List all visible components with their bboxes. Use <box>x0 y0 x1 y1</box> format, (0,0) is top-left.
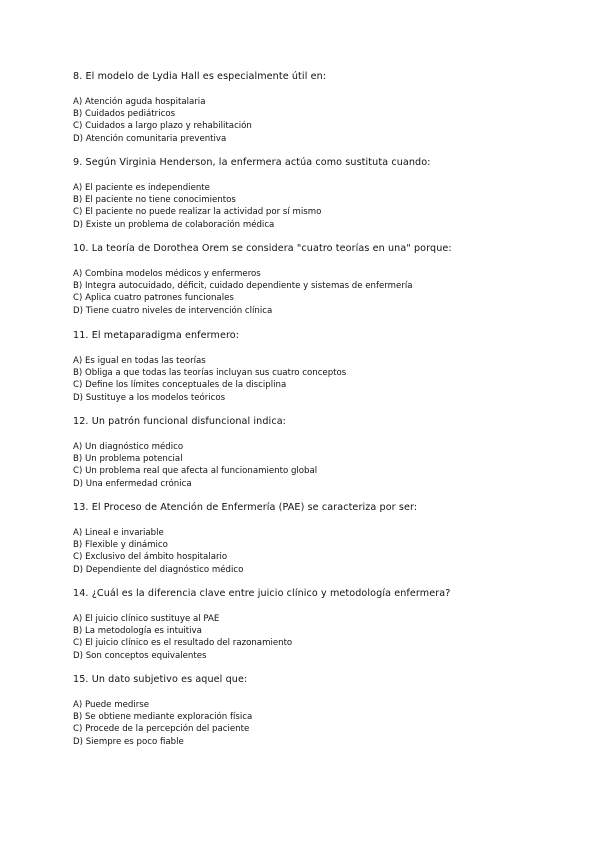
option-b: B) Cuidados pediátricos <box>73 109 176 120</box>
option-d: D) Atención comunitaria preventiva <box>73 133 227 144</box>
option-a: A) Combina modelos médicos y enfermeros <box>73 269 261 279</box>
option-d: D) Sustituye a los modelos teóricos <box>73 392 226 403</box>
option-list <box>73 613 573 662</box>
option-b: B) Se obtiene mediante exploración física <box>73 712 253 723</box>
question-title: 10. La teoría de Dorothea Orem se considera "cuatro teorías en una" porque: <box>73 243 452 254</box>
option-b: B) Integra autocuidado, déficit, cuidado dependiente y sistemas de enfermería <box>73 281 413 292</box>
option-c: C) Define los límites conceptuales de la disciplina <box>73 380 287 391</box>
option-c: C) Cuidados a largo plazo y rehabilitación <box>73 121 252 132</box>
question-9 <box>73 157 573 231</box>
option-c: C) Procede de la percepción del paciente <box>73 724 250 735</box>
option-a: A) Lineal e invariable <box>73 528 164 538</box>
option-d: D) Una enfermedad crónica <box>73 478 192 489</box>
option-d: D) Existe un problema de colaboración médica <box>73 219 275 230</box>
option-b: B) Obliga a que todas las teorías incluyan sus cuatro conceptos <box>73 368 347 379</box>
question-title: 9. Según Virginia Henderson, la enfermera actúa como sustituta cuando: <box>73 157 431 168</box>
option-a: A) Atención aguda hospitalaria <box>73 97 206 107</box>
question-15 <box>73 674 573 748</box>
option-c: C) Exclusivo del ámbito hospitalario <box>73 552 228 563</box>
option-list <box>73 182 573 231</box>
option-c: C) Un problema real que afecta al funcionamiento global <box>73 466 318 477</box>
question-title: 13. El Proceso de Atención de Enfermería (PAE) se caracteriza por ser: <box>73 502 418 513</box>
option-a: A) El paciente es independiente <box>73 183 210 193</box>
question-11 <box>73 330 573 404</box>
option-list <box>73 699 573 748</box>
question-title: 11. El metaparadigma enfermero: <box>73 330 240 341</box>
question-8 <box>73 71 573 145</box>
option-a: A) Es igual en todas las teorías <box>73 356 206 366</box>
option-b: B) La metodología es intuitiva <box>73 626 202 637</box>
question-title: 8. El modelo de Lydia Hall es especialmente útil en: <box>73 71 327 82</box>
option-b: B) Un problema potencial <box>73 454 183 465</box>
option-a: A) El juicio clínico sustituye al PAE <box>73 614 220 624</box>
option-d: D) Dependiente del diagnóstico médico <box>73 564 244 575</box>
option-b: B) El paciente no tiene conocimientos <box>73 195 236 206</box>
option-d: D) Siempre es poco fiable <box>73 736 184 747</box>
question-12 <box>73 416 573 490</box>
option-a: A) Un diagnóstico médico <box>73 442 184 452</box>
question-title: 14. ¿Cuál es la diferencia clave entre juicio clínico y metodología enfermera? <box>73 588 451 599</box>
question-10 <box>73 243 573 317</box>
question-title: 12. Un patrón funcional disfuncional indica: <box>73 416 287 427</box>
option-list <box>73 355 573 404</box>
option-d: D) Son conceptos equivalentes <box>73 650 207 661</box>
option-c: C) El juicio clínico es el resultado del razonamiento <box>73 638 293 649</box>
option-d: D) Tiene cuatro niveles de intervención clínica <box>73 305 273 316</box>
option-list <box>73 268 573 317</box>
question-14 <box>73 588 573 662</box>
question-13 <box>73 502 573 576</box>
option-list <box>73 441 573 490</box>
option-b: B) Flexible y dinámico <box>73 540 168 551</box>
option-c: C) El paciente no puede realizar la actividad por sí mismo <box>73 207 322 218</box>
option-a: A) Puede medirse <box>73 700 150 710</box>
option-list <box>73 527 573 576</box>
option-c: C) Aplica cuatro patrones funcionales <box>73 293 234 304</box>
option-list <box>73 96 573 145</box>
question-title: 15. Un dato subjetivo es aquel que: <box>73 674 248 685</box>
